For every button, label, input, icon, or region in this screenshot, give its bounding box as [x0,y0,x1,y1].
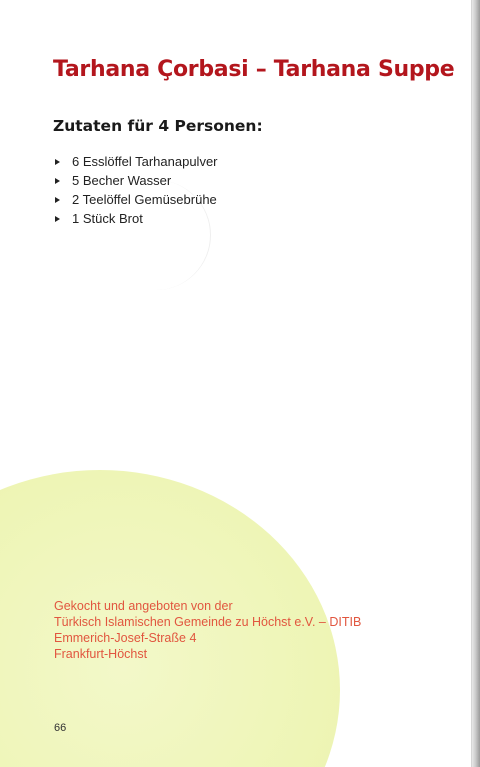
ingredients-list [55,152,218,228]
footer-line: Gekocht und angeboten von der [54,599,233,613]
list-item [55,209,218,228]
page-number: 66 [54,722,67,734]
page-edge-shadow [472,0,480,767]
ingredient-text: 5 Becher Wasser [72,173,172,188]
ingredients-heading: Zutaten für 4 Personen: [53,117,263,135]
list-item [55,171,218,190]
ingredient-text: 1 Stück Brot [72,211,143,226]
ingredient-text: 2 Teelöffel Gemüsebrühe [72,192,217,207]
bullet-arrow-icon [55,216,60,222]
ingredient-text: 6 Esslöffel Tarhanapulver [72,154,218,169]
footer-address-street: Emmerich-Josef-Straße 4 [54,631,197,645]
page-title: Tarhana Çorbasi – Tarhana Suppe [53,57,455,82]
footer-credits [54,598,361,662]
bullet-arrow-icon [55,197,60,203]
bullet-arrow-icon [55,178,60,184]
footer-line: Türkisch Islamischen Gemeinde zu Höchst e.V. – DITIB [54,615,362,629]
footer-address-city: Frankfurt-Höchst [54,647,148,661]
list-item [55,190,218,209]
bullet-arrow-icon [55,159,60,165]
list-item [55,152,218,171]
